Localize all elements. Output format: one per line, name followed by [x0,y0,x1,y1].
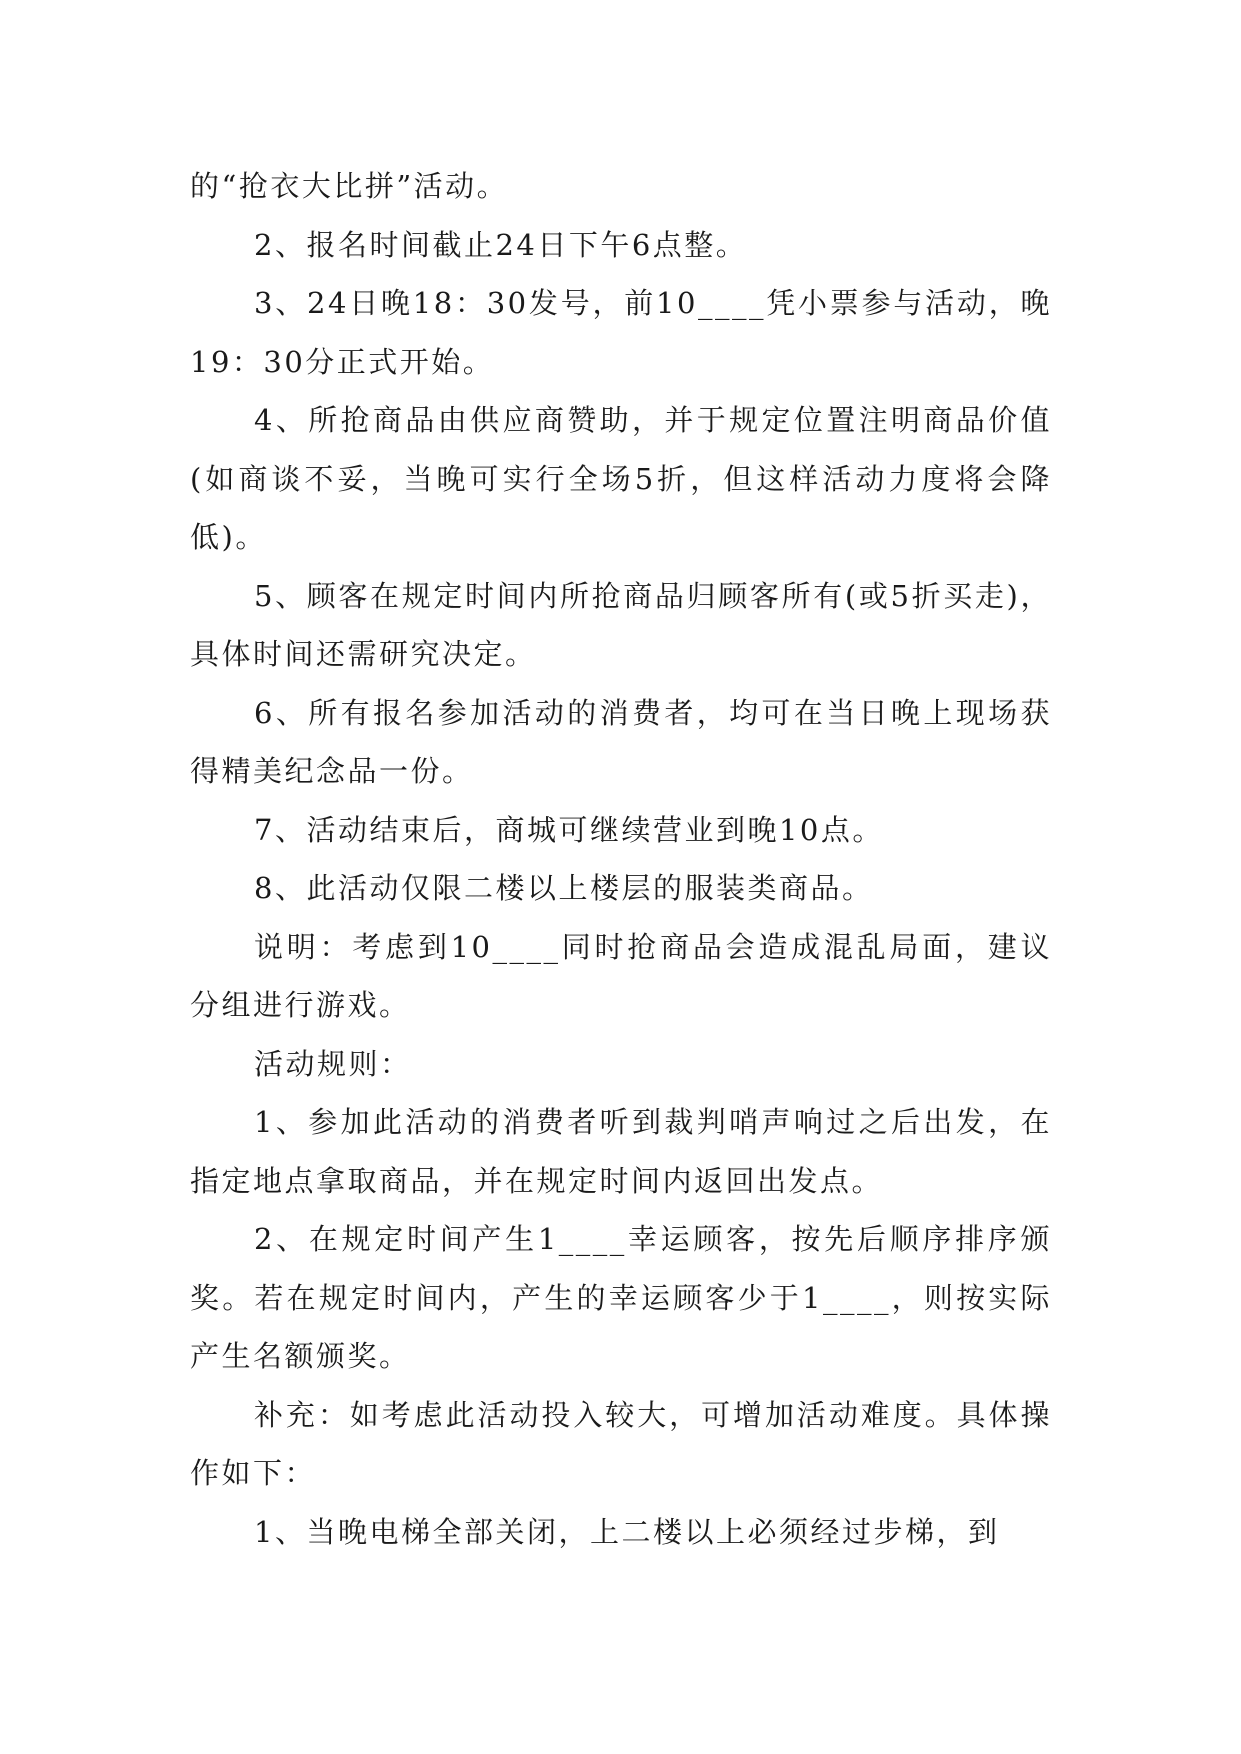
paragraph-item-3: 3、24日晚18：30发号，前10____凭小票参与活动，晚19：30分正式开始。 [190,286,1052,379]
paragraph-item-2: 2、报名时间截止24日下午6点整。 [254,227,748,262]
paragraph-item-8: 8、此活动仅限二楼以上楼层的服装类商品。 [254,871,874,905]
paragraph-rule-1: 1、参加此活动的消费者听到裁判哨声响过之后出发，在指定地点拿取商品，并在规定时间内返回出发点。 [190,1105,1052,1198]
paragraph-item-7: 7、活动结束后，商城可继续营业到晚10点。 [254,812,884,847]
document-body [190,157,1052,1561]
paragraph-item-4: 4、所抢商品由供应商赞助，并于规定位置注明商品价值(如商谈不妥，当晚可实行全场5折，但这样活动力度将会降低)。 [190,403,1052,554]
section-heading-rules: 活动规则： [254,1046,412,1081]
paragraph-supplement-1: 1、当晚电梯全部关闭，上二楼以上必须经过步梯，到 [254,1514,1000,1549]
paragraph-continuation: 的“抢衣大比拼”活动。 [190,169,509,203]
paragraph-item-5: 5、顾客在规定时间内所抢商品归顾客所有(或5折买走)，具体时间还需研究决定。 [190,578,1052,671]
paragraph-rule-2: 2、在规定时间产生1____幸运顾客，按先后顺序排序颁奖。若在规定时间内，产生的幸运顾客少于1____，则按实际产生名额颁奖。 [190,1222,1052,1373]
paragraph-note: 说明：考虑到10____同时抢商品会造成混乱局面，建议分组进行游戏。 [190,929,1052,1022]
paragraph-supplement: 补充：如考虑此活动投入较大，可增加活动难度。具体操作如下： [190,1397,1052,1490]
paragraph-item-6: 6、所有报名参加活动的消费者，均可在当日晚上现场获得精美纪念品一份。 [190,695,1052,788]
